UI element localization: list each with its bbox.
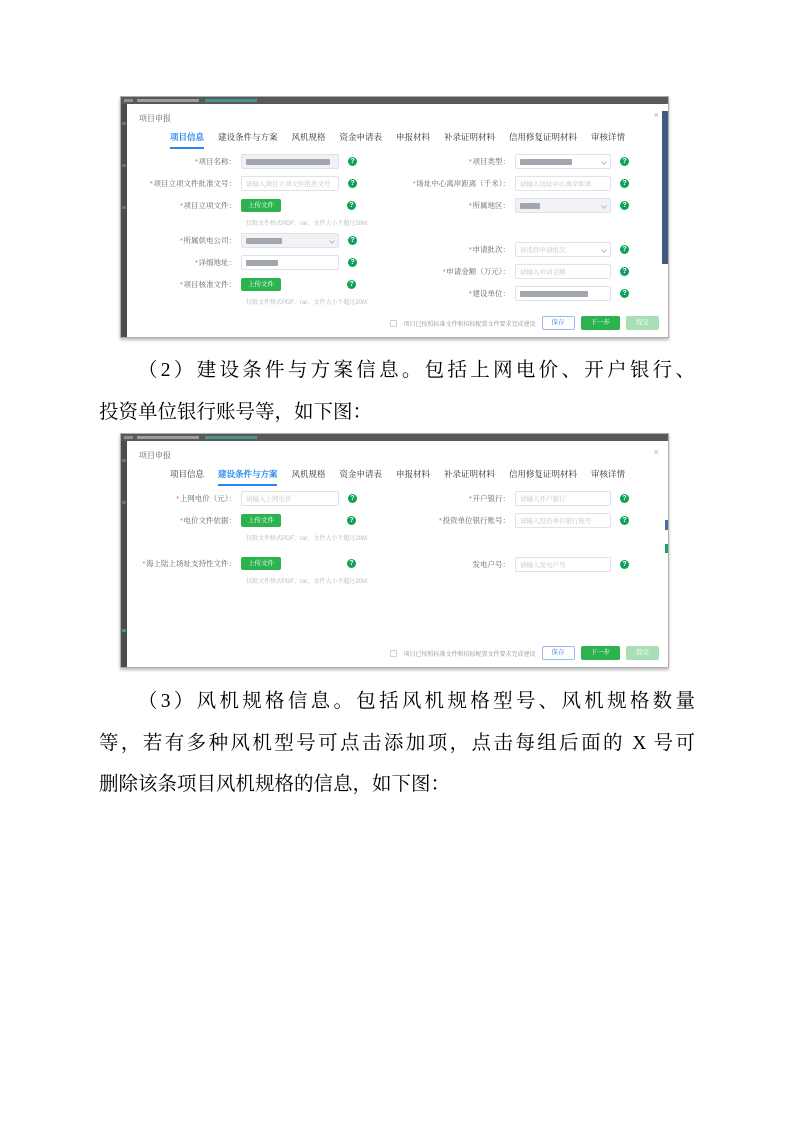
help-icon[interactable]: ? (620, 201, 629, 210)
required-star: * (175, 494, 179, 503)
modal-footer (390, 316, 659, 330)
chevron-down-icon (601, 203, 607, 209)
redacted-value (246, 260, 278, 266)
required-star: * (442, 267, 446, 276)
field-project-type (379, 154, 668, 169)
field-detail-address (127, 255, 379, 270)
required-star: * (179, 280, 183, 289)
help-icon[interactable]: ? (620, 289, 629, 298)
grid-price-input[interactable] (241, 491, 339, 506)
chevron-down-icon (601, 247, 607, 253)
tab-construction-plan[interactable]: 建设条件与方案 (217, 132, 278, 142)
field-region (379, 198, 668, 213)
tab-review-detail[interactable]: 审核详情 (591, 469, 626, 479)
placeholder-text: 请输入上网电价 (246, 496, 292, 503)
tab-fund-application[interactable]: 资金申请表 (339, 132, 382, 142)
required-star: * (468, 494, 472, 503)
chrome-redacted-breadcrumb (205, 99, 257, 102)
paragraph-line: 删除该条项目风机规格的信息，如下图： (99, 774, 451, 795)
chevron-down-icon (329, 238, 335, 244)
upload-file-button[interactable]: 上传文件 (241, 514, 281, 527)
chrome-redacted-title (137, 436, 199, 439)
save-button[interactable]: 保存 (542, 316, 575, 330)
help-icon[interactable]: ? (347, 516, 356, 525)
power-supply-company-select[interactable] (241, 233, 339, 248)
help-icon[interactable]: ? (620, 516, 629, 525)
tab-project-info[interactable]: 项目信息 (170, 131, 204, 149)
field-label: 申请批次： (472, 245, 510, 254)
required-star: * (179, 516, 183, 525)
field-label: 项目类型： (472, 157, 510, 166)
help-icon[interactable]: ? (620, 179, 629, 188)
next-step-button[interactable]: 下一步 (581, 646, 621, 660)
help-icon[interactable]: ? (347, 201, 356, 210)
region-select[interactable] (515, 198, 611, 213)
field-label: 详细地址： (198, 258, 236, 267)
modal-tab-bar (127, 131, 668, 149)
help-icon[interactable]: ? (620, 245, 629, 254)
apply-batch-select[interactable] (515, 242, 611, 257)
field-offshore-distance (379, 176, 668, 191)
placeholder-text: 请输入场址中心离岸距离 (520, 181, 592, 188)
field-project-name (127, 154, 379, 169)
field-apply-amount (379, 264, 668, 279)
help-icon[interactable]: ? (620, 267, 629, 276)
background-green-fragment (665, 544, 668, 553)
redacted-value (246, 159, 330, 165)
detail-address-input[interactable] (241, 255, 339, 270)
placeholder-text: 请选择申请批次 (520, 247, 566, 254)
placeholder-text: 请输入开户银行 (520, 496, 566, 503)
required-star: * (142, 559, 145, 568)
required-star: * (194, 258, 198, 267)
required-star: * (438, 516, 442, 525)
tab-declare-materials[interactable]: 申报材料 (396, 469, 431, 479)
field-power-supply-company (127, 233, 379, 248)
offshore-distance-input[interactable] (515, 176, 611, 191)
field-label: 项目立项文件批准文号： (153, 179, 236, 188)
field-bank-account (379, 513, 668, 528)
field-price-basis-file (127, 513, 379, 528)
chrome-redacted-block (124, 99, 133, 102)
tab-credit-repair-materials[interactable]: 信用修复证明材料 (509, 469, 578, 479)
modal-title: 项目申报 (139, 451, 171, 460)
field-label: 所属供电公司： (183, 236, 236, 245)
required-star: * (468, 289, 472, 298)
field-label: 项目立项文件： (183, 201, 236, 210)
close-icon[interactable]: × (653, 447, 659, 457)
required-star: * (179, 201, 183, 210)
field-label: 项目名称： (198, 157, 236, 166)
upload-format-note: 仅限文件格式PDF、rar，文件大小不超过20M (246, 300, 368, 306)
tab-review-detail[interactable]: 审核详情 (591, 132, 626, 142)
bank-name-input[interactable] (515, 491, 611, 506)
help-icon[interactable]: ? (348, 494, 357, 503)
close-icon[interactable]: × (653, 110, 659, 120)
chrome-redacted-block (124, 436, 133, 439)
chevron-down-icon (601, 159, 607, 165)
field-label: 项目核准文件： (183, 280, 236, 289)
redacted-value (520, 203, 540, 209)
approval-doc-number-input[interactable] (241, 176, 339, 191)
help-icon[interactable]: ? (620, 560, 629, 569)
help-icon[interactable]: ? (347, 559, 356, 568)
required-star: * (412, 179, 416, 188)
required-star: * (149, 179, 153, 188)
field-apply-batch (379, 242, 668, 257)
redacted-value (520, 159, 572, 165)
tab-credit-repair-materials[interactable]: 信用修复证明材料 (509, 132, 578, 142)
field-approval-doc-number (127, 176, 379, 191)
required-star: * (194, 157, 198, 166)
tab-construction-plan[interactable]: 建设条件与方案 (218, 468, 278, 486)
paragraph-line: （3）风机规格信息。包括风机规格型号、风机规格数量 (138, 691, 695, 712)
redacted-value (520, 291, 588, 297)
tab-declare-materials[interactable]: 申报材料 (396, 132, 431, 142)
confirm-checkbox-label: 项目已按照标准文件和招标配置文件要求完成建设 (403, 651, 536, 658)
help-icon[interactable]: ? (348, 236, 357, 245)
help-icon[interactable]: ? (347, 280, 356, 289)
modal-title: 项目申报 (139, 114, 171, 123)
confirm-checkbox[interactable] (390, 650, 397, 657)
submit-button[interactable]: 提交 (626, 316, 659, 330)
paragraph-line: 投资单位银行账号等，如下图： (99, 401, 373, 423)
placeholder-text: 请输入申请金额 (520, 269, 566, 276)
required-star: * (468, 157, 472, 166)
placeholder-text: 请输入发电户号 (520, 562, 566, 569)
help-icon[interactable]: ? (620, 494, 629, 503)
field-label: 开户银行： (472, 494, 510, 503)
upload-format-note: 仅限文件格式PDF、rar，文件大小不超过20M (246, 536, 368, 542)
paragraph-line: 等，若有多种风机型号可点击添加项，点击每组后面的 X 号可 (99, 732, 695, 754)
field-label: 场址中心离岸距离（千米）： (416, 179, 510, 188)
background-scroll-fragment (665, 520, 668, 530)
required-star: * (179, 236, 183, 245)
help-icon[interactable]: ? (348, 258, 357, 267)
field-label: 海上陆上场址支持性文件： (146, 559, 236, 568)
tab-turbine-spec[interactable]: 风机规格 (291, 469, 326, 479)
field-bank-name (379, 491, 668, 506)
scrollbar[interactable] (662, 111, 668, 264)
browser-chrome-bar (121, 434, 668, 441)
browser-chrome-bar (121, 97, 668, 104)
tab-project-info[interactable]: 项目信息 (169, 469, 204, 479)
modal-tab-bar (127, 468, 668, 486)
paragraph-line: （2）建设条件与方案信息。包括上网电价、开户银行、 (138, 360, 695, 381)
help-icon[interactable]: ? (348, 179, 357, 188)
field-label: 上网电价（元）： (179, 494, 236, 503)
project-apply-modal (127, 104, 668, 337)
upload-file-button[interactable]: 上传文件 (241, 278, 281, 291)
field-site-support-file (127, 556, 379, 571)
chrome-redacted-title (137, 99, 199, 102)
next-step-button[interactable]: 下一步 (581, 316, 621, 330)
screenshot-construction-plan (120, 433, 669, 668)
upload-file-button[interactable]: 上传文件 (241, 199, 281, 212)
project-apply-modal (127, 441, 668, 667)
bank-account-input[interactable] (515, 513, 611, 528)
field-label: 建设单位： (472, 289, 510, 298)
placeholder-text: 请输入投资单位银行账号 (520, 518, 592, 525)
chrome-redacted-breadcrumb (205, 436, 257, 439)
required-star: * (468, 245, 472, 254)
required-star: * (468, 201, 472, 210)
tab-fund-application[interactable]: 资金申请表 (339, 469, 382, 479)
field-label: 申请金额（万元）： (446, 267, 510, 276)
upload-file-button[interactable]: 上传文件 (241, 557, 281, 570)
redacted-value (246, 238, 282, 244)
field-ratify-file (127, 277, 379, 292)
upload-format-note: 仅限文件格式PDF、rar，文件大小不超过20M (246, 579, 368, 585)
confirm-checkbox-label: 项目已按照标准文件和招标配置文件要求完成建设 (403, 321, 536, 328)
field-label: 电价文件依据： (183, 516, 236, 525)
placeholder-text: 请输入项目立项文件批准文号 (246, 181, 331, 188)
field-generation-account (379, 557, 668, 572)
confirm-checkbox[interactable] (390, 320, 397, 327)
upload-format-note: 仅限文件格式PDF、rar，文件大小不超过20M (246, 221, 368, 227)
field-grid-price (127, 491, 379, 506)
screenshot-project-info (120, 96, 669, 338)
submit-button[interactable]: 提交 (626, 646, 659, 660)
field-construction-unit (379, 286, 668, 301)
save-button[interactable]: 保存 (542, 646, 575, 660)
tab-supplement-materials[interactable]: 补录证明材料 (444, 469, 496, 479)
construction-unit-input[interactable] (515, 286, 611, 301)
field-label: 投资单位银行账号： (442, 516, 510, 525)
help-icon[interactable]: ? (348, 157, 357, 166)
field-label: 发电户号： (472, 560, 510, 569)
help-icon[interactable]: ? (620, 157, 629, 166)
apply-amount-input[interactable] (515, 264, 611, 279)
modal-footer (390, 646, 659, 660)
generation-account-input[interactable] (515, 557, 611, 572)
tab-turbine-spec[interactable]: 风机规格 (291, 132, 326, 142)
paragraph-2 (99, 350, 695, 433)
project-type-select[interactable] (515, 154, 611, 169)
field-approval-file (127, 198, 379, 213)
paragraph-3 (99, 681, 695, 806)
tab-supplement-materials[interactable]: 补录证明材料 (444, 132, 496, 142)
project-name-input[interactable] (241, 154, 339, 169)
field-label: 所属地区： (472, 201, 510, 210)
